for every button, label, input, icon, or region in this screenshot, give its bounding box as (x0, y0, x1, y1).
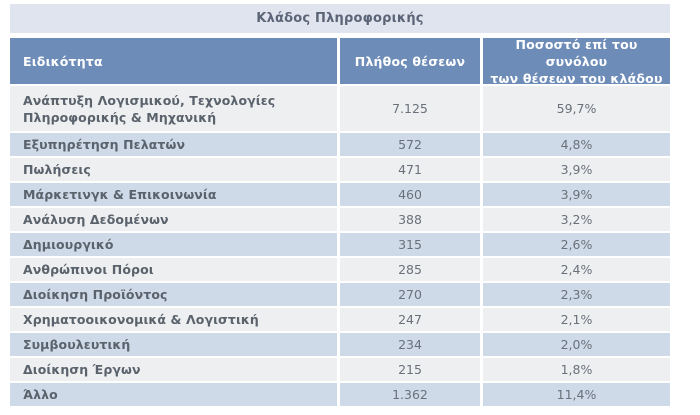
table-row (10, 233, 670, 256)
percentage-cell: 2,0% (480, 333, 670, 356)
table-row (10, 358, 670, 381)
positions-cell: 247 (337, 308, 480, 331)
specialty-cell: Ανάπτυξη Λογισμικού, Τεχνολογίες Πληροφορικής & Μηχανική (10, 86, 337, 131)
percentage-cell: 11,4% (480, 383, 670, 406)
percentage-cell: 2,1% (480, 308, 670, 331)
column-header-percentage-line2: των θέσεων του κλάδου (490, 70, 663, 86)
percentage-cell: 2,4% (480, 258, 670, 281)
percentage-cell: 3,9% (480, 183, 670, 206)
table-row (10, 283, 670, 306)
table-body (10, 86, 670, 406)
positions-cell: 471 (337, 158, 480, 181)
it-sector-table (10, 4, 670, 408)
table-row (10, 383, 670, 406)
positions-cell: 234 (337, 333, 480, 356)
percentage-cell: 2,6% (480, 233, 670, 256)
positions-cell: 388 (337, 208, 480, 231)
column-header-percentage-line1: Ποσοστό επί του συνόλου (515, 36, 638, 69)
specialty-cell: Χρηματοοικονομικά & Λογιστική (10, 308, 337, 331)
column-header-percentage (480, 38, 670, 84)
specialty-cell: Ανάλυση Δεδομένων (10, 208, 337, 231)
specialty-cell: Συμβουλευτική (10, 333, 337, 356)
specialty-cell: Άλλο (10, 383, 337, 406)
specialty-cell: Μάρκετινγκ & Επικοινωνία (10, 183, 337, 206)
positions-cell: 315 (337, 233, 480, 256)
positions-cell: 7.125 (337, 86, 480, 131)
table-row (10, 183, 670, 206)
table-row (10, 208, 670, 231)
table-row (10, 86, 670, 131)
positions-cell: 215 (337, 358, 480, 381)
table-row (10, 133, 670, 156)
positions-cell: 460 (337, 183, 480, 206)
table-title: Κλάδος Πληροφορικής (10, 4, 670, 33)
positions-cell: 270 (337, 283, 480, 306)
table-row (10, 158, 670, 181)
positions-cell: 1.362 (337, 383, 480, 406)
positions-cell: 285 (337, 258, 480, 281)
table-header-row (10, 38, 670, 84)
percentage-cell: 4,8% (480, 133, 670, 156)
percentage-cell: 3,9% (480, 158, 670, 181)
specialty-cell: Πωλήσεις (10, 158, 337, 181)
table-row (10, 333, 670, 356)
specialty-cell: Εξυπηρέτηση Πελατών (10, 133, 337, 156)
specialty-cell: Δημιουργικό (10, 233, 337, 256)
specialty-cell: Διοίκηση Προϊόντος (10, 283, 337, 306)
column-header-positions: Πλήθος θέσεων (337, 38, 480, 84)
specialty-cell: Διοίκηση Έργων (10, 358, 337, 381)
table-row (10, 258, 670, 281)
positions-cell: 572 (337, 133, 480, 156)
percentage-cell: 2,3% (480, 283, 670, 306)
percentage-cell: 1,8% (480, 358, 670, 381)
percentage-cell: 59,7% (480, 86, 670, 131)
percentage-cell: 3,2% (480, 208, 670, 231)
specialty-cell: Ανθρώπινοι Πόροι (10, 258, 337, 281)
column-header-specialty: Ειδικότητα (10, 38, 337, 84)
table-row (10, 308, 670, 331)
